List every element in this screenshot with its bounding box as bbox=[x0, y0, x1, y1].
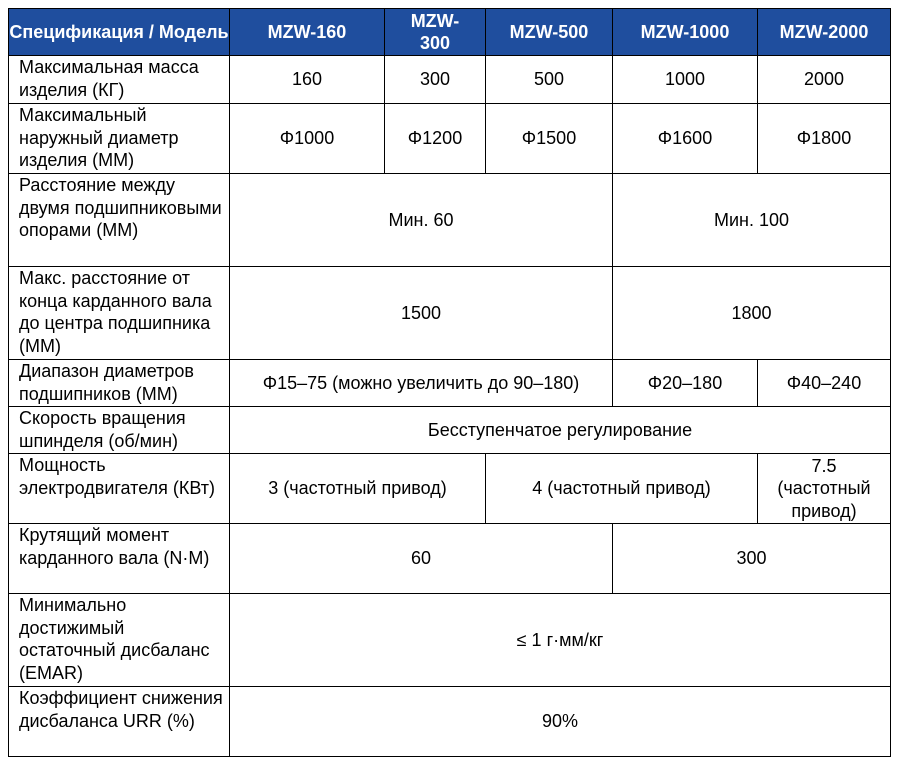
table-row-bearing-diameter-range bbox=[9, 360, 891, 407]
value-cell: 60 bbox=[230, 524, 613, 594]
row-label: Макс. расстояние от конца карданного вала до центра подшипника (ММ) bbox=[9, 267, 230, 360]
table-row-min-unbalance bbox=[9, 594, 891, 687]
row-label: Максимальная масса изделия (КГ) bbox=[9, 56, 230, 104]
header-model-cell: MZW-160 bbox=[230, 9, 385, 56]
value-cell: 300 bbox=[385, 56, 486, 104]
value-cell: Φ1000 bbox=[230, 104, 385, 174]
header-model-cell: MZW-2000 bbox=[758, 9, 891, 56]
table-row-urr bbox=[9, 687, 891, 757]
value-cell: Мин. 100 bbox=[613, 174, 891, 267]
value-cell: 7.5 (частотный привод) bbox=[758, 454, 891, 524]
value-cell: 2000 bbox=[758, 56, 891, 104]
value-cell: 3 (частотный привод) bbox=[230, 454, 486, 524]
value-cell: 4 (частотный привод) bbox=[486, 454, 758, 524]
value-cell: ≤ 1 г·мм/кг bbox=[230, 594, 891, 687]
row-label: Крутящий момент карданного вала (N·M) bbox=[9, 524, 230, 594]
header-spec-model-cell: Спецификация / Модель bbox=[9, 9, 230, 56]
header-model-cell: MZW-300 bbox=[385, 9, 486, 56]
table-row-cardan-torque bbox=[9, 524, 891, 594]
value-cell: Φ1500 bbox=[486, 104, 613, 174]
value-cell: 300 bbox=[613, 524, 891, 594]
value-cell: 500 bbox=[486, 56, 613, 104]
row-label: Расстояние между двумя подшипниковыми опорами (ММ) bbox=[9, 174, 230, 267]
row-label: Максимальный наружный диаметр изделия (ММ) bbox=[9, 104, 230, 174]
value-cell: Бесступенчатое регулирование bbox=[230, 407, 891, 454]
table-row-spindle-speed bbox=[9, 407, 891, 454]
value-cell: 90% bbox=[230, 687, 891, 757]
row-label: Мощность электродвигателя (КВт) bbox=[9, 454, 230, 524]
value-cell: Φ1200 bbox=[385, 104, 486, 174]
value-cell: 1000 bbox=[613, 56, 758, 104]
value-cell: Φ1800 bbox=[758, 104, 891, 174]
value-cell: Φ20–180 bbox=[613, 360, 758, 407]
value-cell: Φ40–240 bbox=[758, 360, 891, 407]
value-cell: 1500 bbox=[230, 267, 613, 360]
table-row-max-mass bbox=[9, 56, 891, 104]
row-label: Диапазон диаметров подшипников (ММ) bbox=[9, 360, 230, 407]
value-cell: Мин. 60 bbox=[230, 174, 613, 267]
value-cell: Φ15–75 (можно увеличить до 90–180) bbox=[230, 360, 613, 407]
value-cell: Φ1600 bbox=[613, 104, 758, 174]
header-row bbox=[9, 9, 891, 56]
table-row-bearing-distance bbox=[9, 174, 891, 267]
table-row-cardan-distance bbox=[9, 267, 891, 360]
header-model-cell: MZW-500 bbox=[486, 9, 613, 56]
header-model-cell: MZW-1000 bbox=[613, 9, 758, 56]
table-row-max-diameter bbox=[9, 104, 891, 174]
row-label: Минимально достижимый остаточный дисбаланс (EMAR) bbox=[9, 594, 230, 687]
value-cell: 160 bbox=[230, 56, 385, 104]
row-label: Скорость вращения шпинделя (об/мин) bbox=[9, 407, 230, 454]
value-cell: 1800 bbox=[613, 267, 891, 360]
table-row-motor-power bbox=[9, 454, 891, 524]
row-label: Коэффициент снижения дисбаланса URR (%) bbox=[9, 687, 230, 757]
specification-table bbox=[8, 8, 891, 757]
